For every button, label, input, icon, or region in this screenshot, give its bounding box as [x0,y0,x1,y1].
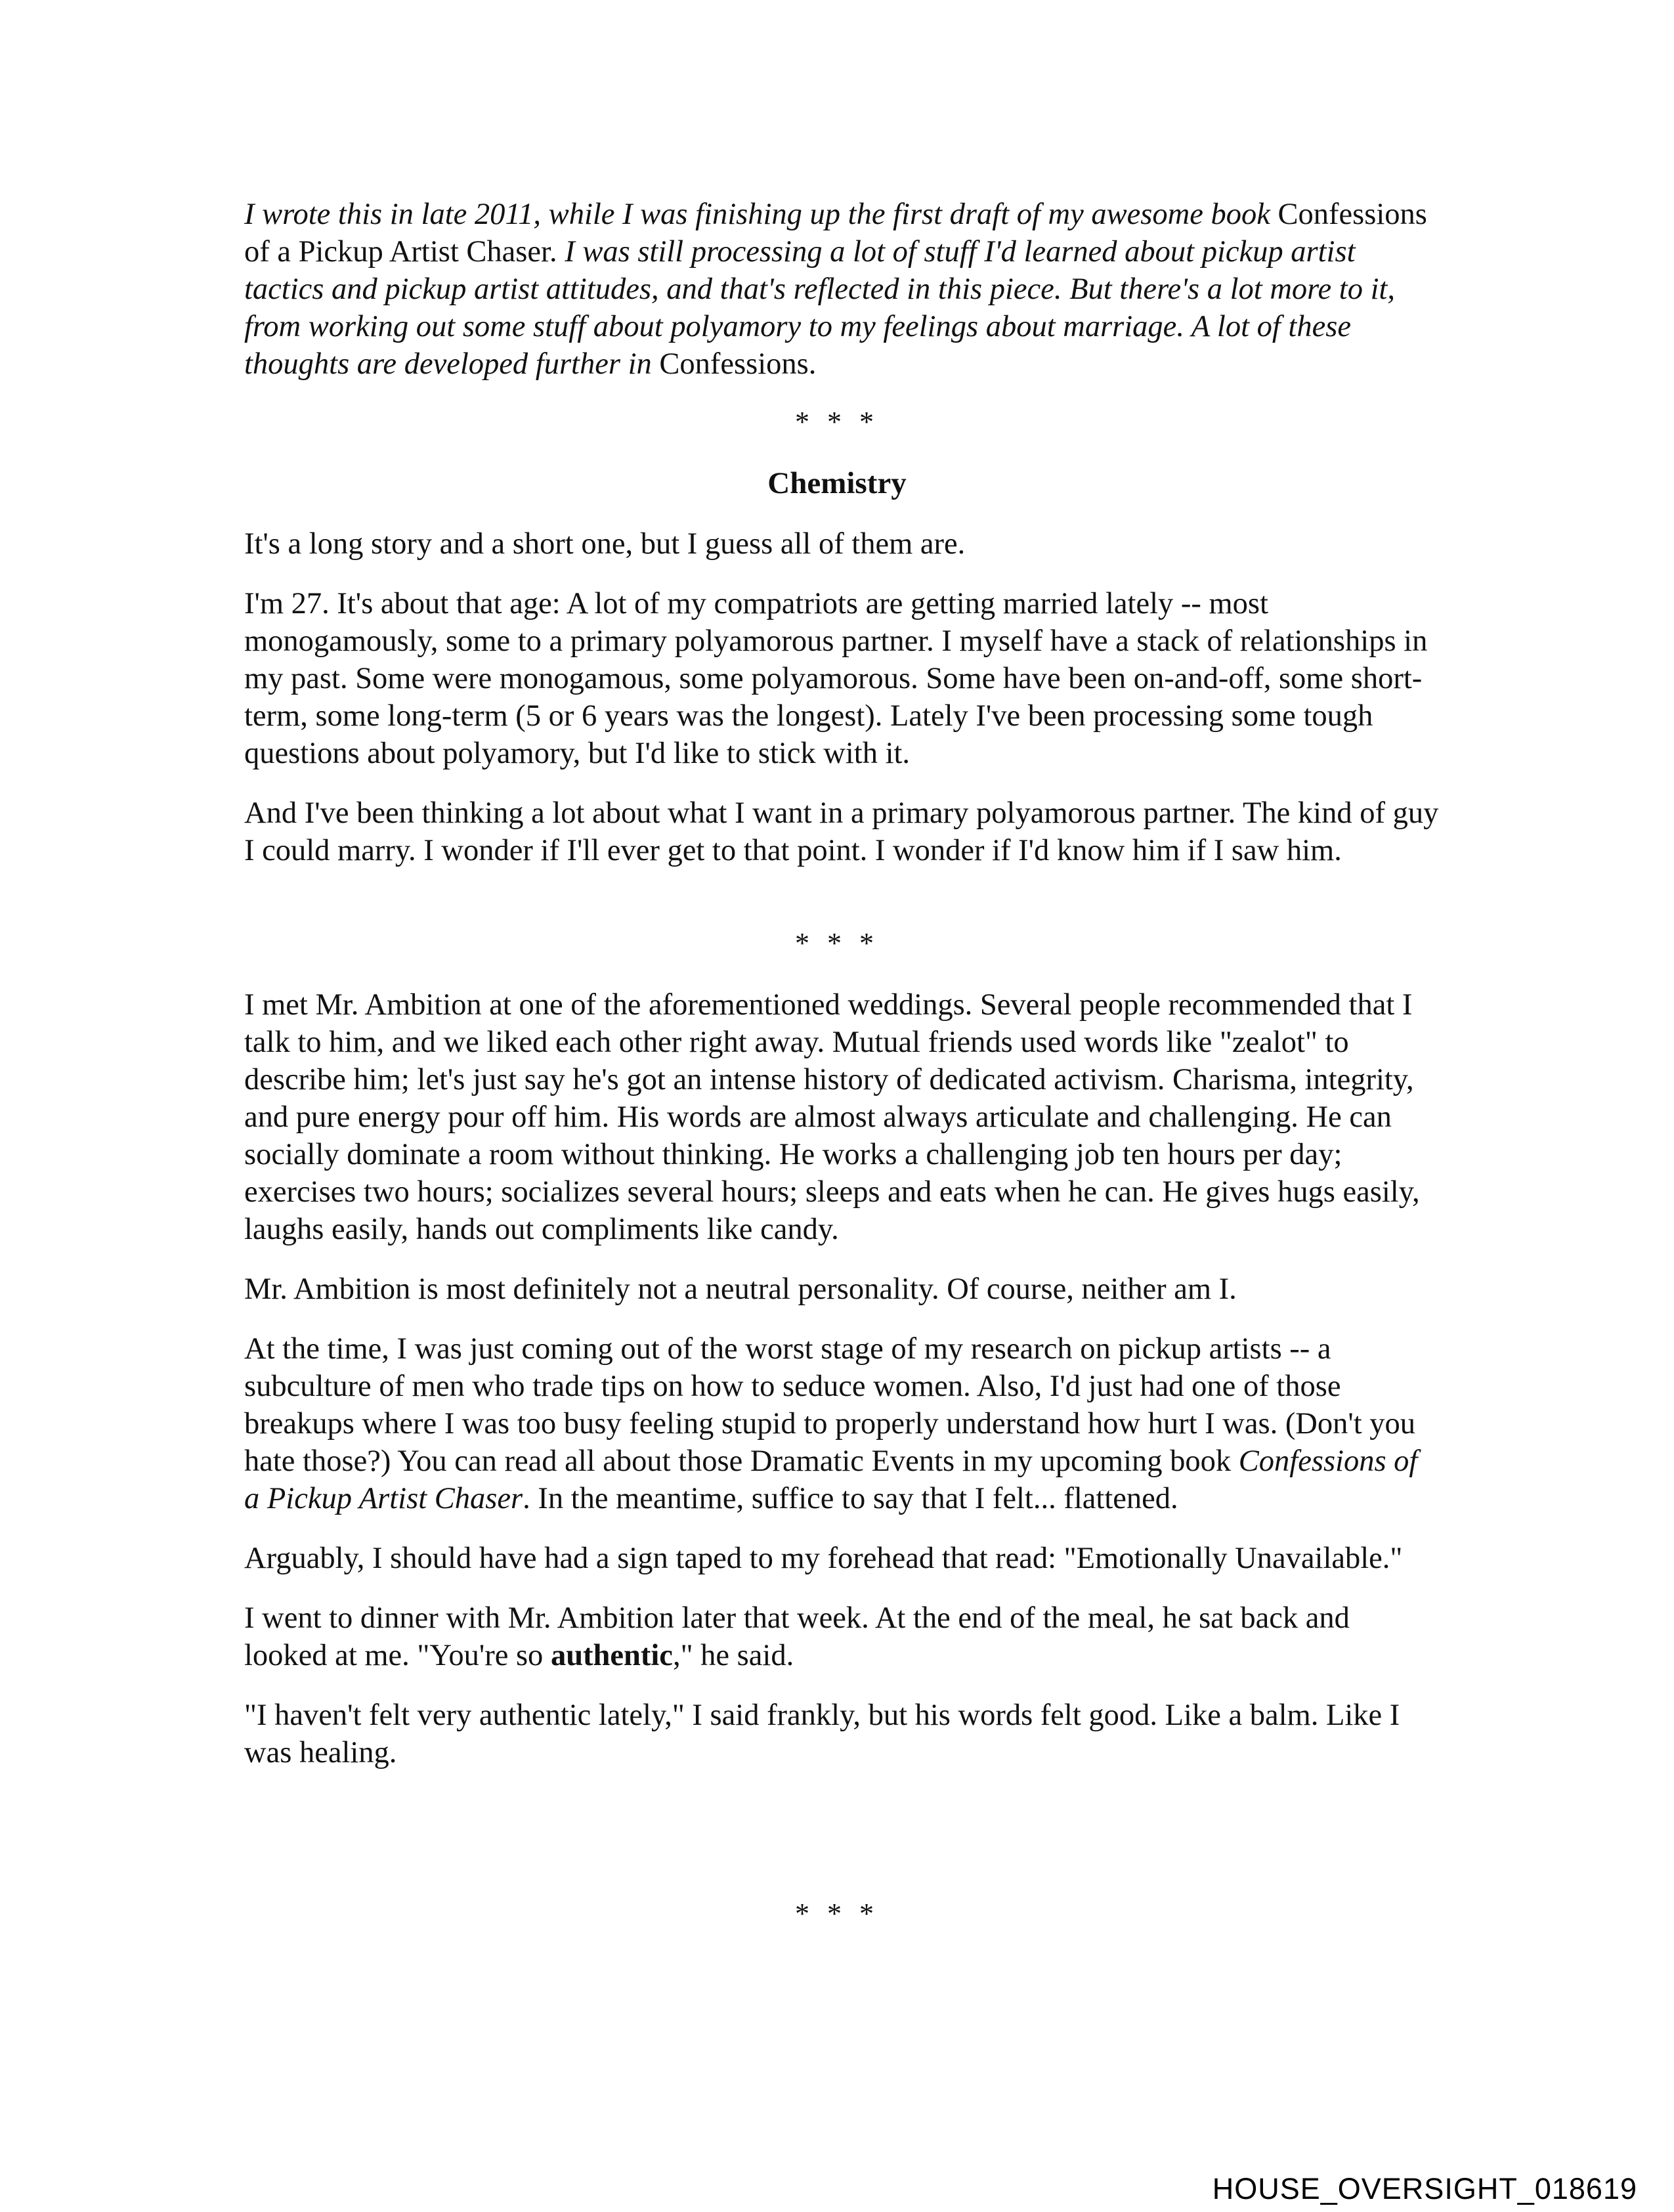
paragraph: I'm 27. It's about that age: A lot of my compatriots are getting married lately -- most monogamously, some to a primary polyamorous partner. I myself have a stack of relationships in my past. Some were monogamous, some polyamorous. Some have been on-and-off, some short-term, some long-term (5 or 6 years was the longest). Lately I've been processing some tough questions about polyamory, but I'd like to stick with it. [244,587,1428,770]
text-run: ," he said. [672,1639,794,1672]
emphasis-bold: authentic [550,1639,673,1672]
intro-italic-1: I wrote this in late 2011, while I was finishing up the first draft of my awesome book [244,198,1270,231]
page-title: Chemistry [767,466,907,500]
book-title-italic: Confessions of a Pickup Artist Chaser [244,1444,1418,1515]
paragraph: And I've been thinking a lot about what I want in a primary polyamorous partner. The kind of guy I could marry. I wonder if I'll ever get to that point. I wonder if I'd know him if I saw him. [244,796,1439,867]
section-separator: * * * [795,927,879,959]
intro-paragraph [244,196,1439,383]
intro-italic-2: I was still processing a lot of stuff I'd learned about pickup artist tactics and pickup artist attitudes, and that's reflected in this piece. But there's a lot more to it, from working out some stuff about polyamory to my feelings about marriage. A lot of these thoughts are developed further in [244,235,1396,381]
paragraph: "I haven't felt very authentic lately," I said frankly, but his words felt good. Like a balm. Like I was healing. [244,1699,1400,1769]
paragraph: It's a long story and a short one, but I guess all of them are. [244,527,966,561]
intro-book-title: Confessions of a Pickup Artist Chaser. [244,198,1427,269]
paragraph: Arguably, I should have had a sign taped to my forehead that read: "Emotionally Unavailable." [244,1542,1403,1575]
paragraph: I met Mr. Ambition at one of the aforementioned weddings. Several people recommended that I talk to him, and we liked each other right away. Mutual friends used words like "zealot" to describe him; let's just say he's got an intense history of dedicated activism. Charisma, integrity, and pure energy pour off him. His words are almost always articulate and challenging. He can socially dominate a room without thinking. He works a challenging job ten hours per day; exercises two hours; socializes several hours; sleeps and eats when he can. He gives hugs easily, laughs easily, hands out compliments like candy. [244,988,1420,1246]
intro-book-short: Confessions. [651,347,817,381]
paragraph [244,1599,1439,1674]
text-run: . In the meantime, suffice to say that I felt... flattened. [523,1482,1178,1515]
section-1 [244,525,1439,892]
bates-number: HOUSE_OVERSIGHT_018619 [1212,2172,1637,2205]
paragraph [244,1330,1439,1517]
text-run: At the time, I was just coming out of the worst stage of my research on pickup artists -- a subculture of men who trade tips on how to seduce women. Also, I'd just had one of those breakups where I was too busy feeling stupid to properly understand how hurt I was. (Don't you hate those?) You can read all about those Dramatic Events in my upcoming book [244,1332,1416,1478]
text-run: I went to dinner with Mr. Ambition later that week. At the end of the meal, he sat back and looked at me. "You're so [244,1601,1350,1672]
section-separator: * * * [795,1898,879,1930]
section-separator: * * * [795,406,879,438]
section-2 [244,986,1439,1794]
paragraph: Mr. Ambition is most definitely not a neutral personality. Of course, neither am I. [244,1272,1237,1306]
